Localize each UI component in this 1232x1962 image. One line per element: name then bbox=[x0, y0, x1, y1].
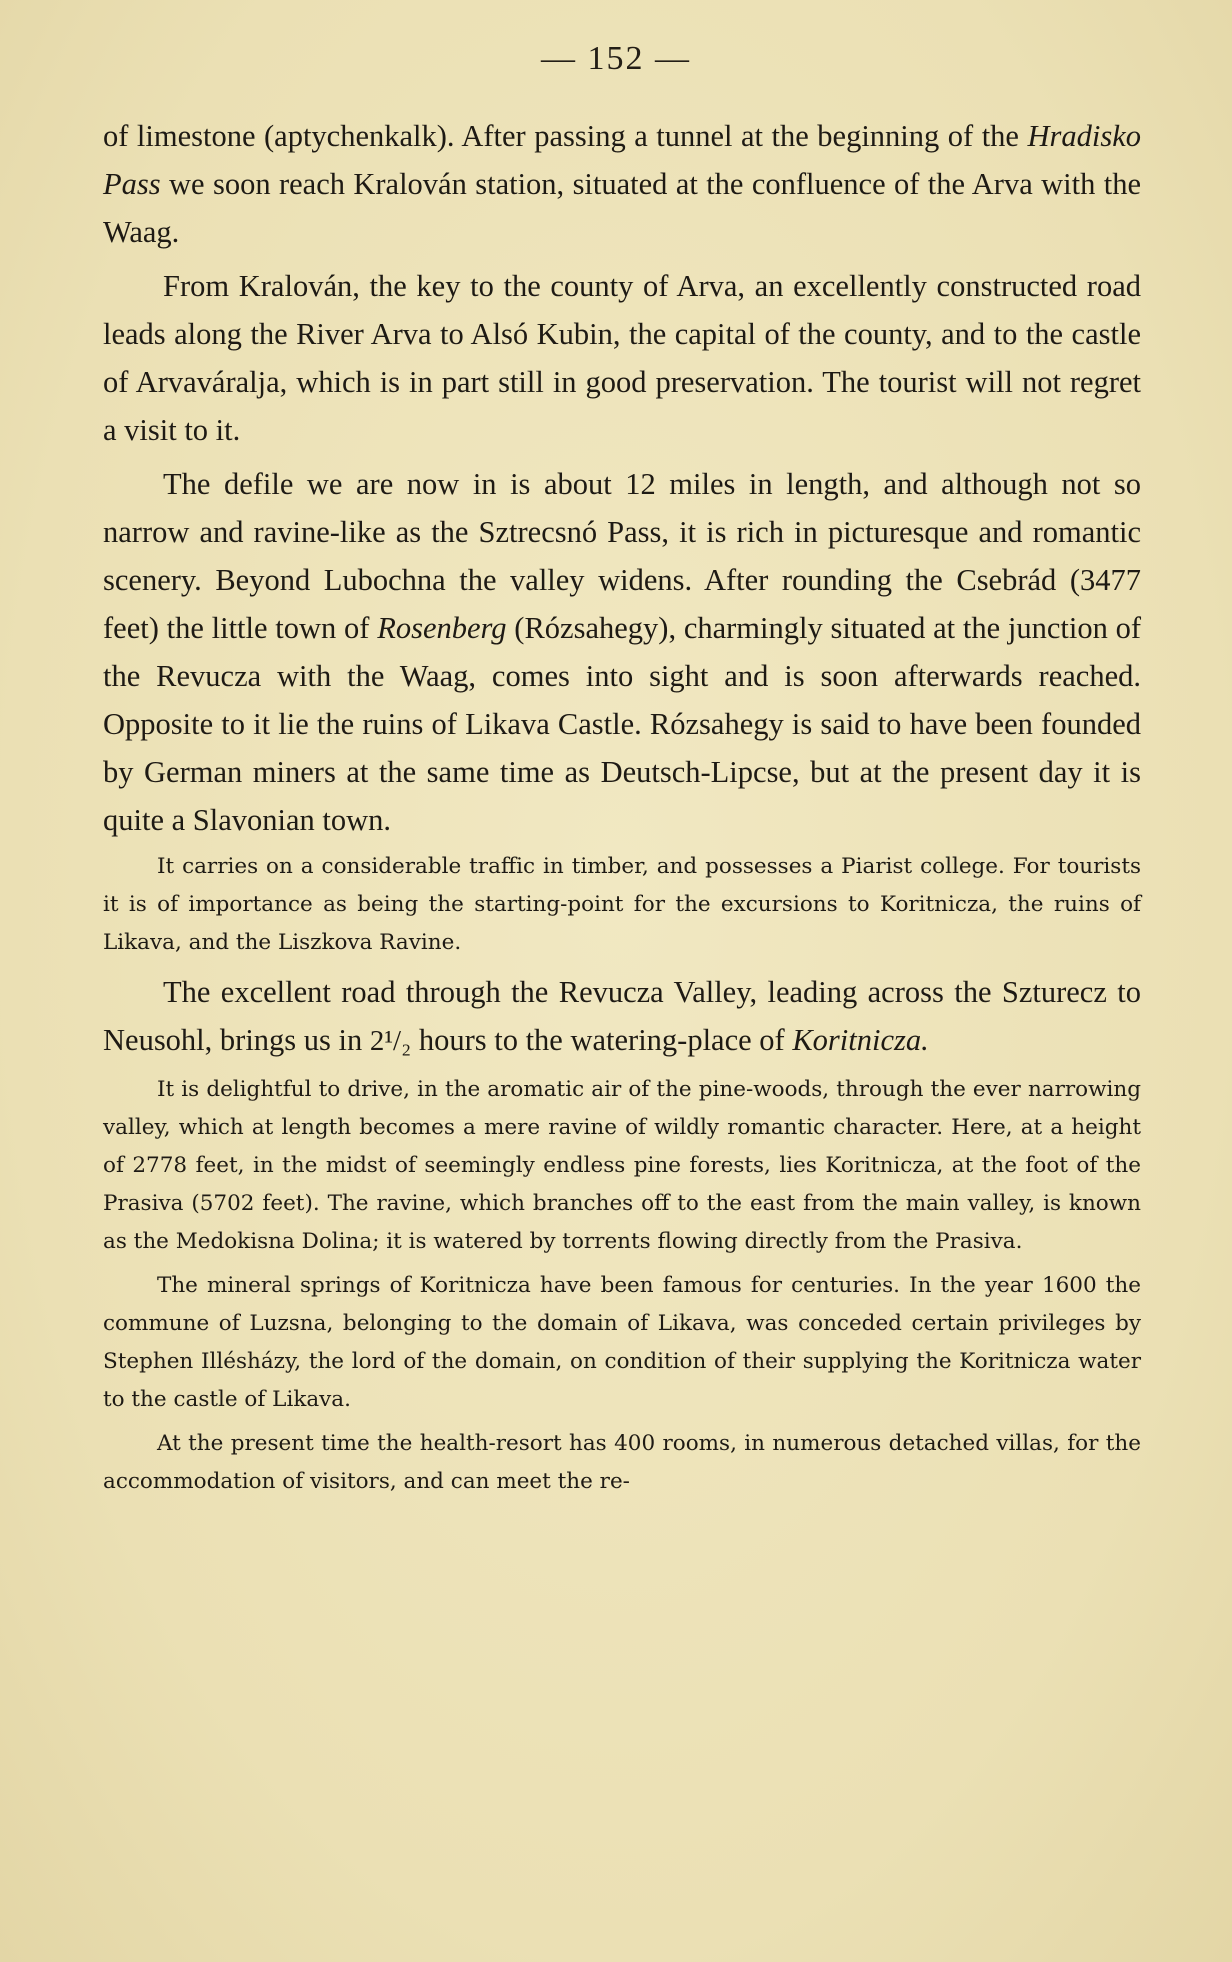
paragraph-kralovan-station bbox=[103, 112, 1141, 256]
text-run: (Rózsahegy), charmingly situated at the junction of the Revucza with the Waag, comes into sight and is soon afterwards reached. Opposite to it lie the ruins of Likava Castle. Rózsahegy is said to have been founded by German miners at the same time as Deutsch-Lipcse, but at the present day it is quite a Slavonian town. bbox=[103, 611, 1142, 837]
italic-place-name: Koritnicza. bbox=[792, 1023, 929, 1057]
small-paragraph-mineral-springs: The mineral springs of Koritnicza have been famous for centuries. In the year 1600 the commune of Luzsna, belonging to the domain of Likava, was conceded certain privileges by Stephen Illésházy, the lord of the domain, on condition of their supplying the Koritnicza water to the castle of Likava. bbox=[103, 1273, 1141, 1412]
paragraph-defile-rosenberg bbox=[103, 460, 1141, 844]
paragraph-revucza-valley bbox=[103, 968, 1141, 1065]
text-run: of limestone (aptychenkalk). After passing a tunnel at the beginning of the bbox=[103, 119, 1028, 153]
text-run: The excellent road through the Revucza Valley, leading across the Szturecz to Neusohl, brings us in bbox=[103, 975, 1141, 1057]
small-paragraph-drive: It is delightful to drive, in the aromatic air of the pine-woods, through the ever narrowing valley, which at length becomes a mere ravine of wildly romantic character. Here, at a height of 2778 feet, in the midst of seemingly endless pine forests, lies Koritnicza, at the foot of the Prasiva (5702 feet). The ravine, which branches off to the east from the main valley, is known as the Medokisna Dolina; it is watered by torrents flowing directly from the Prasiva. bbox=[103, 1077, 1141, 1254]
body-text bbox=[103, 112, 1141, 1507]
paragraph-arva-road: From Kralován, the key to the county of Arva, an excellently constructed road leads along the River Arva to Alsó Kubin, the capital of the county, and to the castle of Arvaváralja, which is in part still in good preservation. The tourist will not regret a visit to it. bbox=[103, 269, 1141, 447]
text-run: The defile we are now in is about 12 miles in length, and although not so narrow and ravine-like as the Sztrecsnó Pass, it is rich in picturesque and romantic scenery. Beyond Lubochna the valley widens. After rounding the Csebrád (3477 feet) the little town of bbox=[103, 467, 1141, 645]
text-run: we soon reach Kralován station, situated at the confluence of the Arva with the Waag. bbox=[103, 167, 1141, 249]
italic-place-name: Hradisko Pass bbox=[103, 119, 1141, 201]
small-paragraph-health-resort: At the present time the health-resort has 400 rooms, in numerous detached villas, for the accommodation of visitors, and can meet the re- bbox=[103, 1431, 1141, 1494]
page-number: — 152 — bbox=[541, 40, 691, 77]
travel-time: 2¹/₂ bbox=[369, 1025, 412, 1057]
italic-place-name: Rosenberg bbox=[377, 611, 507, 645]
text-run: hours to the watering-place of bbox=[411, 1023, 793, 1057]
small-paragraph-timber-traffic: It carries on a considerable traffic in timber, and possesses a Piarist college. For tourists it is of importance as being the starting-point for the excursions to Koritnicza, the ruins of Likava, and the Liszkova Ravine. bbox=[103, 854, 1141, 955]
